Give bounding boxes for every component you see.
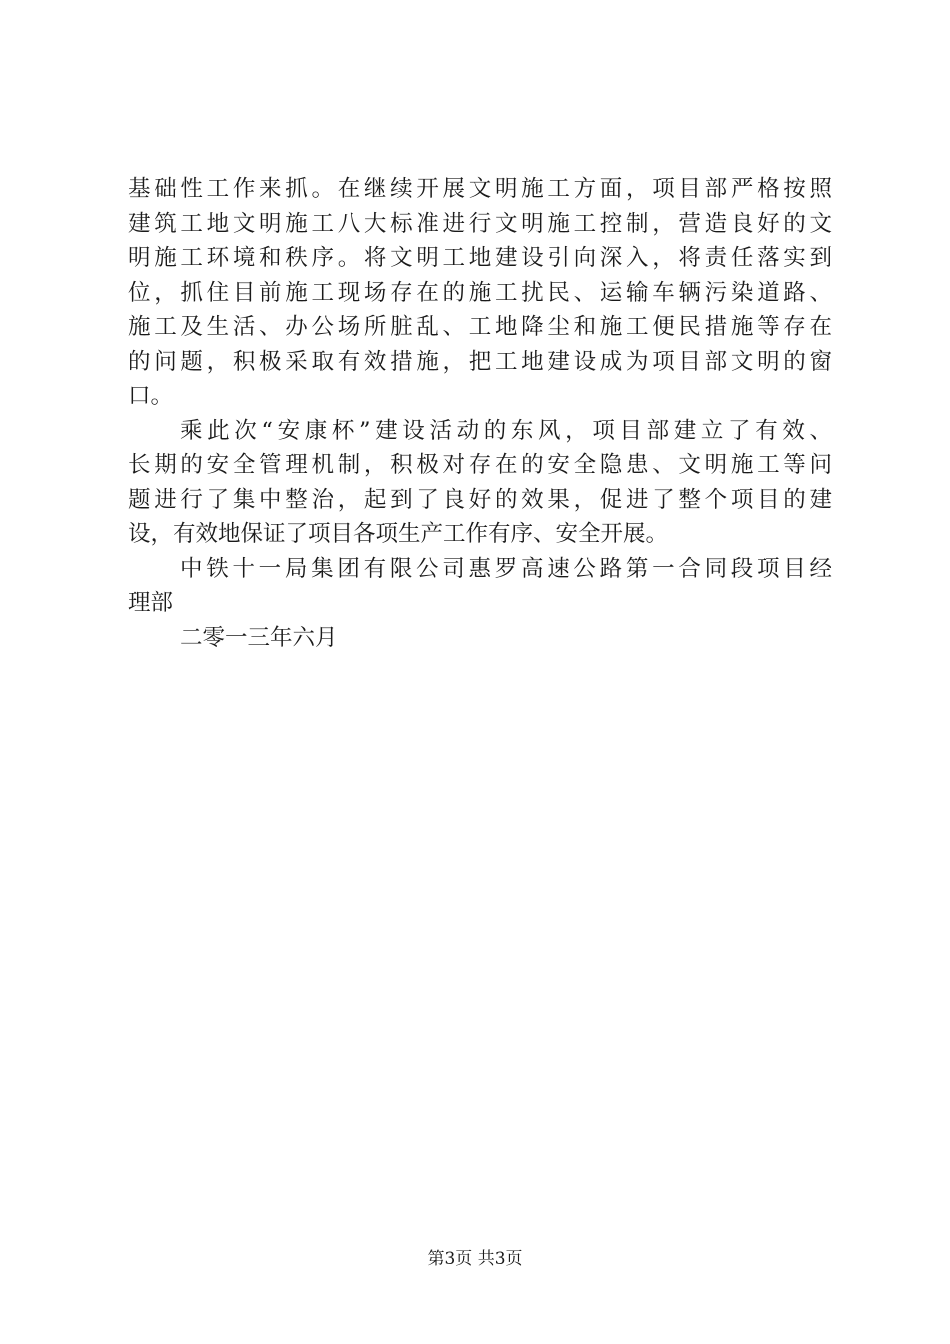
paragraph-civilized-construction [128, 172, 832, 414]
text-line: 设，有效地保证了项目各项生产工作有序、安全开展。 [128, 521, 669, 547]
text-line: 施工及生活、办公场所脏乱、工地降尘和施工便民措施等存在 [128, 314, 832, 340]
document-body [128, 172, 832, 655]
paragraph-ankang-cup [128, 414, 832, 552]
text-line: 长期的安全管理机制，积极对存在的安全隐患、文明施工等问 [128, 452, 832, 478]
page-number-footer: 第3页 共3页 [427, 1249, 523, 1269]
text-line: 口。 [128, 383, 174, 409]
text-line: 明施工环境和秩序。将文明工地建设引向深入，将责任落实到 [128, 245, 832, 271]
text-line: 建筑工地文明施工八大标准进行文明施工控制，营造良好的文 [128, 210, 832, 237]
text-line: 二零一三年六月 [180, 624, 338, 651]
text-line: 基础性工作来抓。在继续开展文明施工方面，项目部严格按照 [128, 176, 832, 202]
text-line: 中铁十一局集团有限公司惠罗高速公路第一合同段项目经 [180, 555, 832, 582]
text-line: 理部 [128, 590, 174, 616]
text-line: 题进行了集中整治，起到了良好的效果，促进了整个项目的建 [128, 486, 832, 513]
text-line: 的问题，积极采取有效措施，把工地建设成为项目部文明的窗 [128, 348, 832, 375]
signature-date [128, 621, 832, 656]
text-line: 乘此次“安康杯”建设活动的东风，项目部建立了有效、 [180, 417, 832, 444]
signature-organization [128, 552, 832, 621]
text-line: 位，抓住目前施工现场存在的施工扰民、运输车辆污染道路、 [128, 279, 832, 306]
